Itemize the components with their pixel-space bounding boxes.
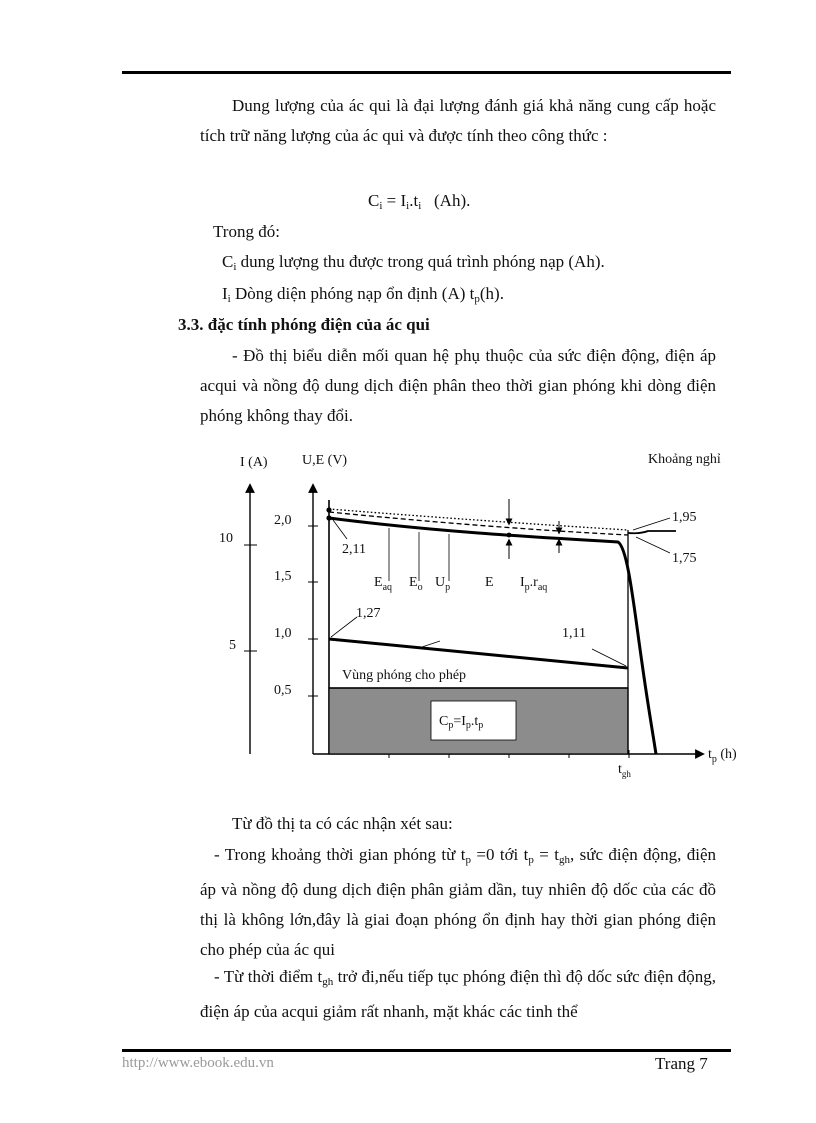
allowed-zone-label: Vùng phóng cho phép bbox=[342, 668, 467, 683]
para-remarks: Từ đồ thị ta có các nhận xét sau: bbox=[232, 814, 453, 833]
density-line bbox=[329, 639, 628, 668]
label-e: E bbox=[485, 575, 494, 590]
value-111: 1,11 bbox=[562, 626, 586, 641]
discharge-characteristic-figure bbox=[200, 438, 780, 788]
curve-rest-recovery bbox=[628, 531, 676, 533]
tick-label-ue-05: 0,5 bbox=[274, 683, 292, 698]
definition-ii: $I_i$ Dòng diện phóng nạp ổn định (A) $t_p(h)$. bbox=[222, 284, 504, 305]
tgh-label: $t_{gh}$ bbox=[618, 762, 631, 779]
value-195: 1,95 bbox=[672, 510, 697, 525]
rest-period-label: Khoảng nghỉ bbox=[648, 452, 721, 467]
tick-label-ue-10: 1,0 bbox=[274, 626, 292, 641]
value-175: 1,75 bbox=[672, 551, 697, 566]
label-e-aq: $E_{aq}$ bbox=[374, 575, 393, 593]
curve-e-aq-dotted bbox=[329, 509, 628, 530]
label-u-p: $U_p$ bbox=[435, 575, 451, 593]
density-pointer bbox=[422, 641, 440, 647]
para-capacity-definition: Dung lượng của ác qui là đại lượng đánh giá khả năng cung cấp hoặc tích trữ năng lượng của ác qui và được tính theo công thức : bbox=[200, 96, 716, 145]
footer-page-number: Trang 7 bbox=[655, 1054, 708, 1073]
value-211: 2,11 bbox=[342, 542, 366, 557]
mid-point bbox=[507, 533, 512, 538]
para-bullet-2: - Từ thời điểm $t_{gh}$ trở đi,nếu tiếp tục phóng điện thì độ dốc sức điện động, điện áp của acqui giảm rất nhanh, mặt khác các tinh thể bbox=[200, 967, 716, 1021]
axis-i-label: I (A) bbox=[240, 455, 268, 470]
tick-label-ue-15: 1,5 bbox=[274, 569, 292, 584]
capacity-box-label: $C_p=I_p.t_p$ bbox=[439, 714, 484, 731]
label-ip-raq: $I_p.r_{aq}$ bbox=[520, 575, 548, 593]
definition-ci: $C_i$ dung lượng thu được trong quá trình phóng nạp (Ah). bbox=[222, 252, 605, 273]
label-e-o: $E_o$ bbox=[409, 575, 423, 593]
axis-ue-label: U,E (V) bbox=[302, 453, 348, 468]
footer-url: http://www.ebook.edu.vn bbox=[122, 1055, 274, 1071]
tick-label-i-10: 10 bbox=[219, 531, 233, 546]
time-axis-label: $t_p$ (h) bbox=[708, 747, 737, 765]
para-graph-intro: - Đồ thị biểu diễn mối quan hệ phụ thuộc của sức điện động, điện áp acqui và nồng độ dung dịch điện phân theo thời gian phóng khi dòng điện phóng không thay đổi. bbox=[200, 346, 716, 425]
tick-label-i-5: 5 bbox=[229, 638, 236, 653]
header-rule bbox=[122, 71, 731, 74]
where-label: Trong đó: bbox=[213, 222, 280, 241]
section-heading: 3.3. đặc tính phóng điện của ác qui bbox=[178, 315, 430, 334]
capacity-formula: $C_i = I_i.t_i$ (Ah). bbox=[368, 191, 471, 212]
start-point-2 bbox=[326, 515, 331, 520]
para-bullet-1: - Trong khoảng thời gian phóng từ $t_p =0$ tới $t_p = t_{gh}$, sức điện động, điện áp và nồng độ dung dịch điện phân giảm dần, tuy nhiên độ dốc của các đồ thị là không lớn,đây là giai đoạn phóng ổn định hay thời gian phóng điện cho phép của ác qui bbox=[200, 845, 717, 959]
tick-label-ue-20: 2,0 bbox=[274, 513, 292, 528]
start-point bbox=[326, 507, 331, 512]
footer-rule bbox=[122, 1049, 731, 1052]
value-127: 1,27 bbox=[356, 606, 381, 621]
